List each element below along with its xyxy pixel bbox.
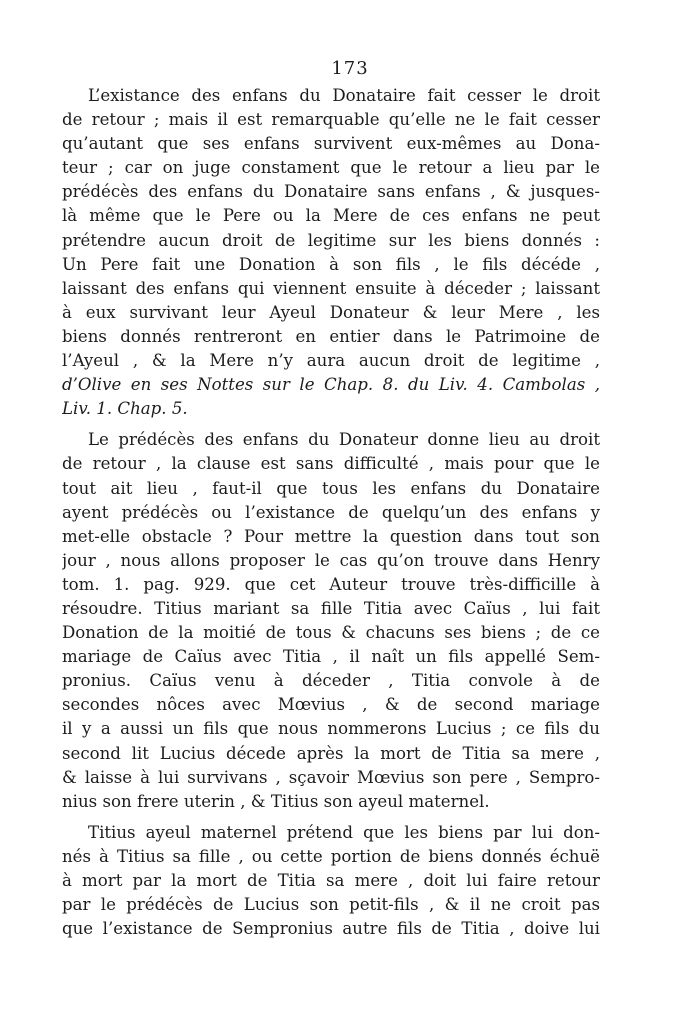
text-line: & laisse à lui survivans , sçavoir Mœvius son pere , Sempro-	[62, 767, 600, 787]
text-line: nius son frere uterin , & Titius son ayeul maternel.	[62, 791, 490, 811]
text-line: met-elle obstacle ? Pour mettre la question dans tout son	[62, 526, 600, 546]
text-line: second lit Lucius décede après la mort de Titia sa mere ,	[62, 743, 600, 763]
text-line: à eux survivant leur Ayeul Donateur & leur Mere , les	[62, 302, 600, 322]
paragraph	[62, 84, 600, 421]
text-line: laissant des enfans qui viennent ensuite à déceder ; laissant	[62, 278, 600, 298]
text-line: de retour , la clause est sans difficulté , mais pour que le	[62, 454, 600, 474]
text-line: L’existance des enfans du Donataire fait cesser le droit	[88, 86, 600, 105]
text-line: Donation de la moitié de tous & chacuns ses biens ; de ce	[62, 623, 600, 643]
text-line: teur ; car on juge constament que le retour a lieu par le	[62, 158, 600, 178]
paragraph-gap	[62, 814, 600, 821]
text-line: par le prédécès de Lucius son petit-fils , & il ne croit pas	[62, 895, 600, 915]
text-line: de retour ; mais il est remarquable qu’elle ne le fait cesser	[62, 110, 600, 130]
paragraph-gap	[62, 421, 600, 428]
citation-line: d’Olive en ses Nottes sur le Chap. 8. du Liv. 4. Cambolas ,	[62, 375, 600, 395]
paragraph	[62, 428, 600, 814]
page-number: 173	[331, 58, 369, 79]
body-text	[62, 84, 600, 941]
text-line: Un Pere fait une Donation à son fils , le fils décéde ,	[62, 254, 600, 274]
text-line: à mort par la mort de Titia sa mere , doit lui faire retour	[62, 871, 600, 890]
text-line: secondes nôces avec Mœvius , & de second mariage	[62, 695, 600, 715]
text-line: là même que le Pere ou la Mere de ces enfans ne peut	[62, 206, 600, 226]
citation-line: Liv. 1. Chap. 5.	[62, 399, 188, 419]
text-line: Titius ayeul maternel prétend que les biens par lui don-	[88, 822, 600, 842]
text-line: biens donnés rentreront en entier dans le Patrimoine de	[62, 326, 600, 346]
text-line: ayent prédécès ou l’existance de quelqu’un des enfans y	[62, 502, 600, 522]
text-line: Le prédécès des enfans du Donateur donne lieu au droit	[88, 430, 600, 450]
text-line: prétendre aucun droit de legitime sur les biens donnés :	[62, 230, 600, 250]
text-line: pronius. Caïus venu à déceder , Titia convole à de	[62, 671, 600, 691]
text-line: l’Ayeul , & la Mere n’y aura aucun droit de legitime ,	[62, 351, 600, 371]
text-line: mariage de Caïus avec Titia , il naît un fils appellé Sem-	[62, 647, 600, 667]
text-line: tout ait lieu , faut-il que tous les enfans du Donataire	[62, 478, 600, 498]
text-line: prédécès des enfans du Donataire sans enfans , & jusques-	[62, 182, 600, 202]
paragraph	[62, 821, 600, 941]
text-line: il y a aussi un fils que nous nommerons Lucius ; ce fils du	[62, 719, 600, 739]
text-line: tom. 1. pag. 929. que cet Auteur trouve très-difficille à	[62, 574, 600, 594]
text-line: que l’existance de Sempronius autre fils de Titia , doive lui	[62, 919, 600, 939]
text-line: qu’autant que ses enfans survivent eux-mêmes au Dona-	[62, 134, 600, 154]
text-line: nés à Titius sa fille , ou cette portion de biens donnés échuë	[62, 846, 600, 866]
text-line: résoudre. Titius mariant sa fille Titia avec Caïus , lui fait	[62, 598, 600, 618]
text-line: jour , nous allons proposer le cas qu’on trouve dans Henry	[62, 550, 600, 570]
